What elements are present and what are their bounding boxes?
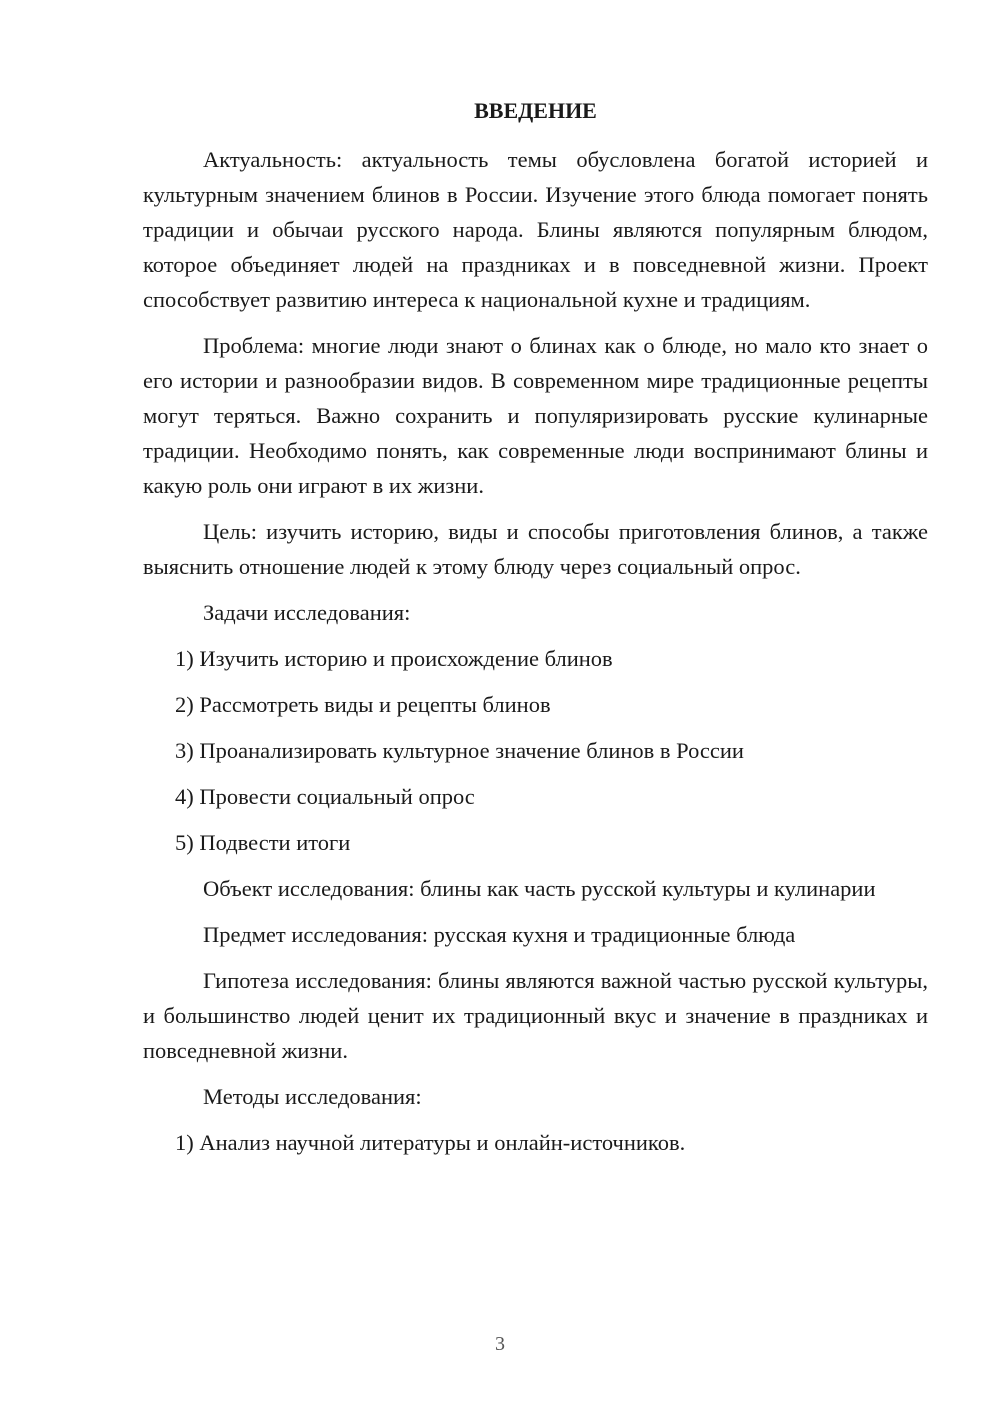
document-page — [143, 96, 928, 1171]
relevance-paragraph: Актуальность: актуальность темы обусловлена богатой историей и культурным значением блинов в России. Изучение этого блюда помогает понять традиции и обычаи русского народа. Блины являются популярным блюдом, которое объединяет людей на праздниках и в повседневной жизни. Проект способствует развитию интереса к национальной кухне и традициям. — [143, 147, 928, 312]
task-item: 2) Рассмотреть виды и рецепты блинов — [175, 692, 551, 717]
task-item: 5) Подвести итоги — [175, 830, 351, 855]
section-title: ВВЕДЕНИЕ — [474, 98, 597, 123]
task-item: 3) Проанализировать культурное значение блинов в России — [175, 738, 744, 763]
page-number: 3 — [495, 1333, 505, 1355]
problem-paragraph: Проблема: многие люди знают о блинах как о блюде, но мало кто знает о его истории и разнообразии видов. В современном мире традиционные рецепты могут теряться. Важно сохранить и популяризировать русские кулинарные традиции. Необходимо понять, как современные люди воспринимают блины и какую роль они играют в их жизни. — [143, 333, 928, 498]
goal-paragraph: Цель: изучить историю, виды и способы приготовления блинов, а также выяснить отношение людей к этому блюду через социальный опрос. — [143, 519, 928, 579]
method-item: 1) Анализ научной литературы и онлайн-источников. — [175, 1130, 686, 1155]
methods-heading: Методы исследования: — [203, 1084, 422, 1109]
task-item: 1) Изучить историю и происхождение блинов — [175, 646, 613, 671]
tasks-heading: Задачи исследования: — [203, 600, 411, 625]
hypothesis-paragraph: Гипотеза исследования: блины являются важной частью русской культуры, и большинство людей ценит их традиционный вкус и значение в праздниках и повседневной жизни. — [143, 968, 928, 1063]
task-item: 4) Провести социальный опрос — [175, 784, 475, 809]
object-paragraph: Объект исследования: блины как часть русской культуры и кулинарии — [203, 876, 876, 901]
subject-paragraph: Предмет исследования: русская кухня и традиционные блюда — [203, 922, 796, 947]
